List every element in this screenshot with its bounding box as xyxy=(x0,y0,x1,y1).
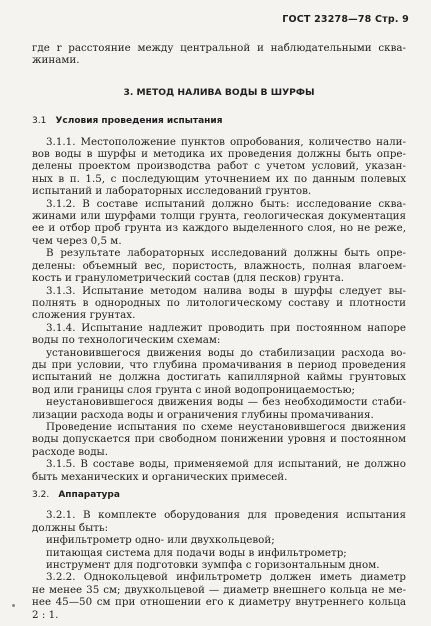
text-line: 3.1.4. Испытание надлежит проводить при постоянном напоре xyxy=(46,321,406,334)
paragraph-3-1-4 xyxy=(32,322,406,347)
text-line: 3.1.3. Испытание методом налива воды в шурфы следует вы- xyxy=(46,284,406,297)
text-line: чем через 0,5 м. xyxy=(32,234,122,247)
text-line: 3.1.1. Местоположение пунктов опробования, количество нали- xyxy=(46,135,406,148)
text-line: кость и гранулометрический состав (для песков) грунта. xyxy=(32,272,345,285)
text-line: не менее 35 см; двухкольцевой — диаметр внешнего кольца не ме- xyxy=(32,583,406,596)
paragraph-3-1-2-results xyxy=(32,247,406,284)
text-line: делены проектом производства работ с учетом условий, указан- xyxy=(32,160,406,173)
text-line: 2 : 1. xyxy=(32,608,59,621)
text-line: испытаний и лабораторных исследований грунтов. xyxy=(32,185,312,198)
scan-speck xyxy=(12,604,15,607)
text-line: сложения грунтах. xyxy=(32,309,136,322)
text-line: ды при условии, что глубина промачивания в период проведения xyxy=(32,358,406,371)
text-line: ее и отбор проб грунта из каждого выделенного слоя, но не реже, xyxy=(32,222,406,235)
text-line: установившегося движения воды до стабилизации расхода во- xyxy=(46,346,406,359)
text-line: делены: объемный вес, пористость, влажность, полная влагоем- xyxy=(32,259,406,272)
text-line: полнять в однородных по литологическому составу и плотности xyxy=(32,296,406,309)
paragraph-3-1-3 xyxy=(32,285,406,322)
text-line: испытаний не должна достигать капиллярной каймы грунтовых xyxy=(32,371,406,384)
paragraph-3-1-4-unsteady xyxy=(32,396,406,421)
text-line: воды по технологическим схемам: xyxy=(32,334,221,347)
paragraph-3-2-2 xyxy=(32,571,406,621)
text-line: нее 45—50 см при отношении его к диаметру внутреннего кольца xyxy=(32,596,406,609)
subsection-title-3-1 xyxy=(32,115,406,127)
subsection-number: 3.2. xyxy=(32,490,50,500)
text-line: расходе воды. xyxy=(32,445,109,458)
page-content xyxy=(32,42,406,621)
equipment-list xyxy=(32,534,406,571)
text-line: 3.2.2. Однокольцевой инфильтрометр должен иметь диаметр xyxy=(46,571,406,584)
paragraph-3-2-1 xyxy=(32,509,406,534)
subsection-heading: Аппаратура xyxy=(58,490,120,500)
paragraph-3-1-2 xyxy=(32,198,406,248)
text-line: неустановившегося движения воды — без необходимости стаби- xyxy=(46,396,406,409)
text-line: жинами или шурфами толщи грунта, геологическая документация xyxy=(32,210,406,223)
text-line: 3.2.1. В комплекте оборудования для проведения испытания xyxy=(46,509,406,522)
text-line: жинами. xyxy=(32,54,80,67)
list-item: инфильтрометр одно- или двухкольцевой; xyxy=(46,534,275,547)
subsection-heading: Условия проведения испытания xyxy=(55,116,223,127)
subsection-number: 3.1 xyxy=(32,116,47,127)
page-header: ГОСТ 23278—78 Стр. 9 xyxy=(282,14,409,25)
text-line: воды допускается при свободном понижении уровня и постоянном xyxy=(32,433,406,446)
text-line: вов воды в шурфы и методика их проведения должны быть опре- xyxy=(32,148,406,161)
paragraph-3-1-5 xyxy=(32,458,406,483)
paragraph-3-1-1 xyxy=(32,136,406,198)
intro-paragraph xyxy=(32,42,406,67)
text-line: Проведение испытания по схеме неустановившегося движения xyxy=(46,420,406,433)
list-item: инструмент для подготовки зумпфа с горизонтальным дном. xyxy=(46,559,380,572)
section-title: 3. МЕТОД НАЛИВА ВОДЫ В ШУРФЫ xyxy=(123,86,315,98)
text-line: вод или границы слоя грунта с иной водопроницаемостью; xyxy=(32,383,355,396)
text-line: 3.1.2. В составе испытаний должно быть: исследование сква- xyxy=(46,197,406,210)
text-line: ных в п. 1.5, с последующим уточнением их по данным полевых xyxy=(32,172,406,185)
list-item: питающая система для подачи воды в инфильтрометр; xyxy=(46,546,347,559)
text-line: должны быть: xyxy=(32,521,109,534)
paragraph-3-1-4-steady xyxy=(32,347,406,397)
paragraph-3-1-4-note xyxy=(32,421,406,458)
subsection-title-3-2 xyxy=(32,489,406,501)
text-line: В результате лабораторных исследований должны быть опре- xyxy=(46,247,406,260)
text-line: 3.1.5. В составе воды, применяемой для испытаний, не должно xyxy=(46,458,406,471)
text-line: быть механических и органических примесей. xyxy=(32,470,288,483)
text-line: где r расстояние между центральной и наблюдательными сква- xyxy=(32,42,406,54)
text-line: лизации расхода воды и ограничения глубины промачивания. xyxy=(32,408,374,421)
